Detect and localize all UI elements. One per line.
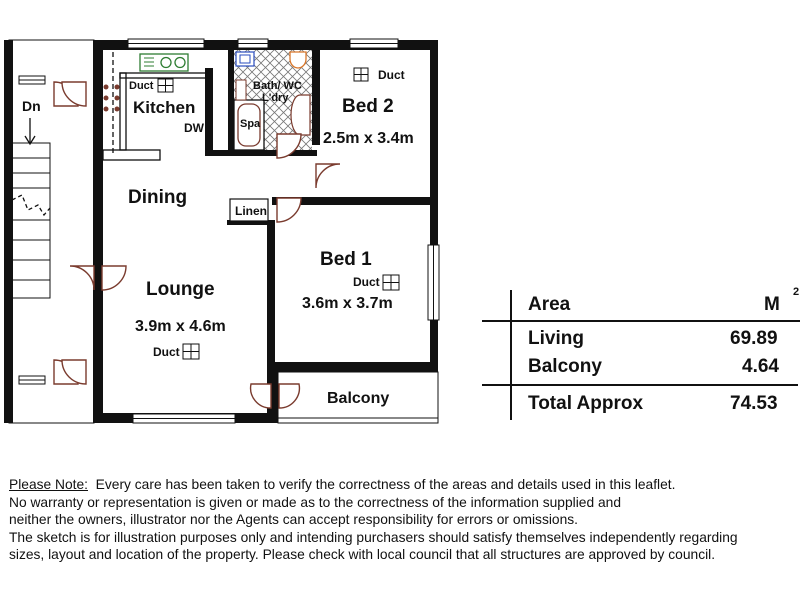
bed1-size: 3.6m x 3.7m	[302, 295, 393, 312]
dining-label: Dining	[128, 187, 188, 208]
note-line-5: sizes, layout and location of the property. Please check with local council that all structures are approved by council.	[9, 547, 716, 563]
area-header-unit: M	[764, 294, 780, 315]
bed2-label: Bed 2	[342, 96, 394, 117]
total-label: Total Approx	[528, 393, 644, 414]
dishwasher-label: DW	[184, 121, 204, 135]
lounge-label: Lounge	[146, 279, 215, 300]
lounge-duct-icon	[183, 344, 199, 359]
stair-down-label: Dn	[22, 98, 41, 114]
bath-label-line1: Bath/ WC	[253, 80, 302, 92]
lounge-size: 3.9m x 4.6m	[135, 318, 226, 335]
total-value: 74.53	[730, 393, 778, 414]
area-header-label: Area	[528, 294, 571, 315]
disclaimer-note	[9, 476, 799, 564]
note-title: Please Note:	[9, 477, 88, 492]
table-divider-header	[482, 320, 800, 322]
bath-label-line2: L'dry	[262, 92, 289, 104]
area-table	[480, 285, 800, 435]
bed2-duct-icon	[354, 68, 368, 81]
bed1-duct-icon	[383, 275, 399, 290]
bed2-duct-label: Duct	[378, 68, 405, 82]
living-value: 69.89	[730, 328, 778, 349]
lounge-duct-label: Duct	[153, 345, 180, 359]
note-line-4: The sketch is for illustration purposes only and intending purchasers should satisfy themselves independently regarding	[9, 529, 738, 545]
note-line-1-text: Every care has been taken to verify the correctness of the areas and details used in this leaflet.	[95, 477, 676, 492]
note-line-2: No warranty or representation is given or made as to the correctness of the information supplied and	[9, 494, 621, 510]
balcony-area-value: 4.64	[742, 356, 779, 377]
area-header-sup: 2	[793, 286, 800, 298]
bed1-label: Bed 1	[320, 249, 372, 270]
bed2-size: 2.5m x 3.4m	[323, 130, 414, 147]
note-line-1	[9, 476, 799, 494]
linen-label: Linen	[235, 204, 267, 218]
kitchen-duct-label: Duct	[129, 80, 154, 92]
kitchen-label: Kitchen	[133, 98, 196, 117]
living-label: Living	[528, 328, 584, 349]
note-line-3: neither the owners, illustrator nor the Agents can accept responsibility for errors or omissions.	[9, 512, 579, 528]
balcony-area-label: Balcony	[528, 356, 602, 377]
balcony-label: Balcony	[327, 390, 390, 407]
spa-label: Spa	[240, 118, 261, 130]
kitchen-duct-icon	[158, 79, 173, 92]
table-divider-total	[482, 384, 798, 386]
table-divider-vertical	[510, 290, 512, 420]
bed1-duct-label: Duct	[353, 275, 380, 289]
